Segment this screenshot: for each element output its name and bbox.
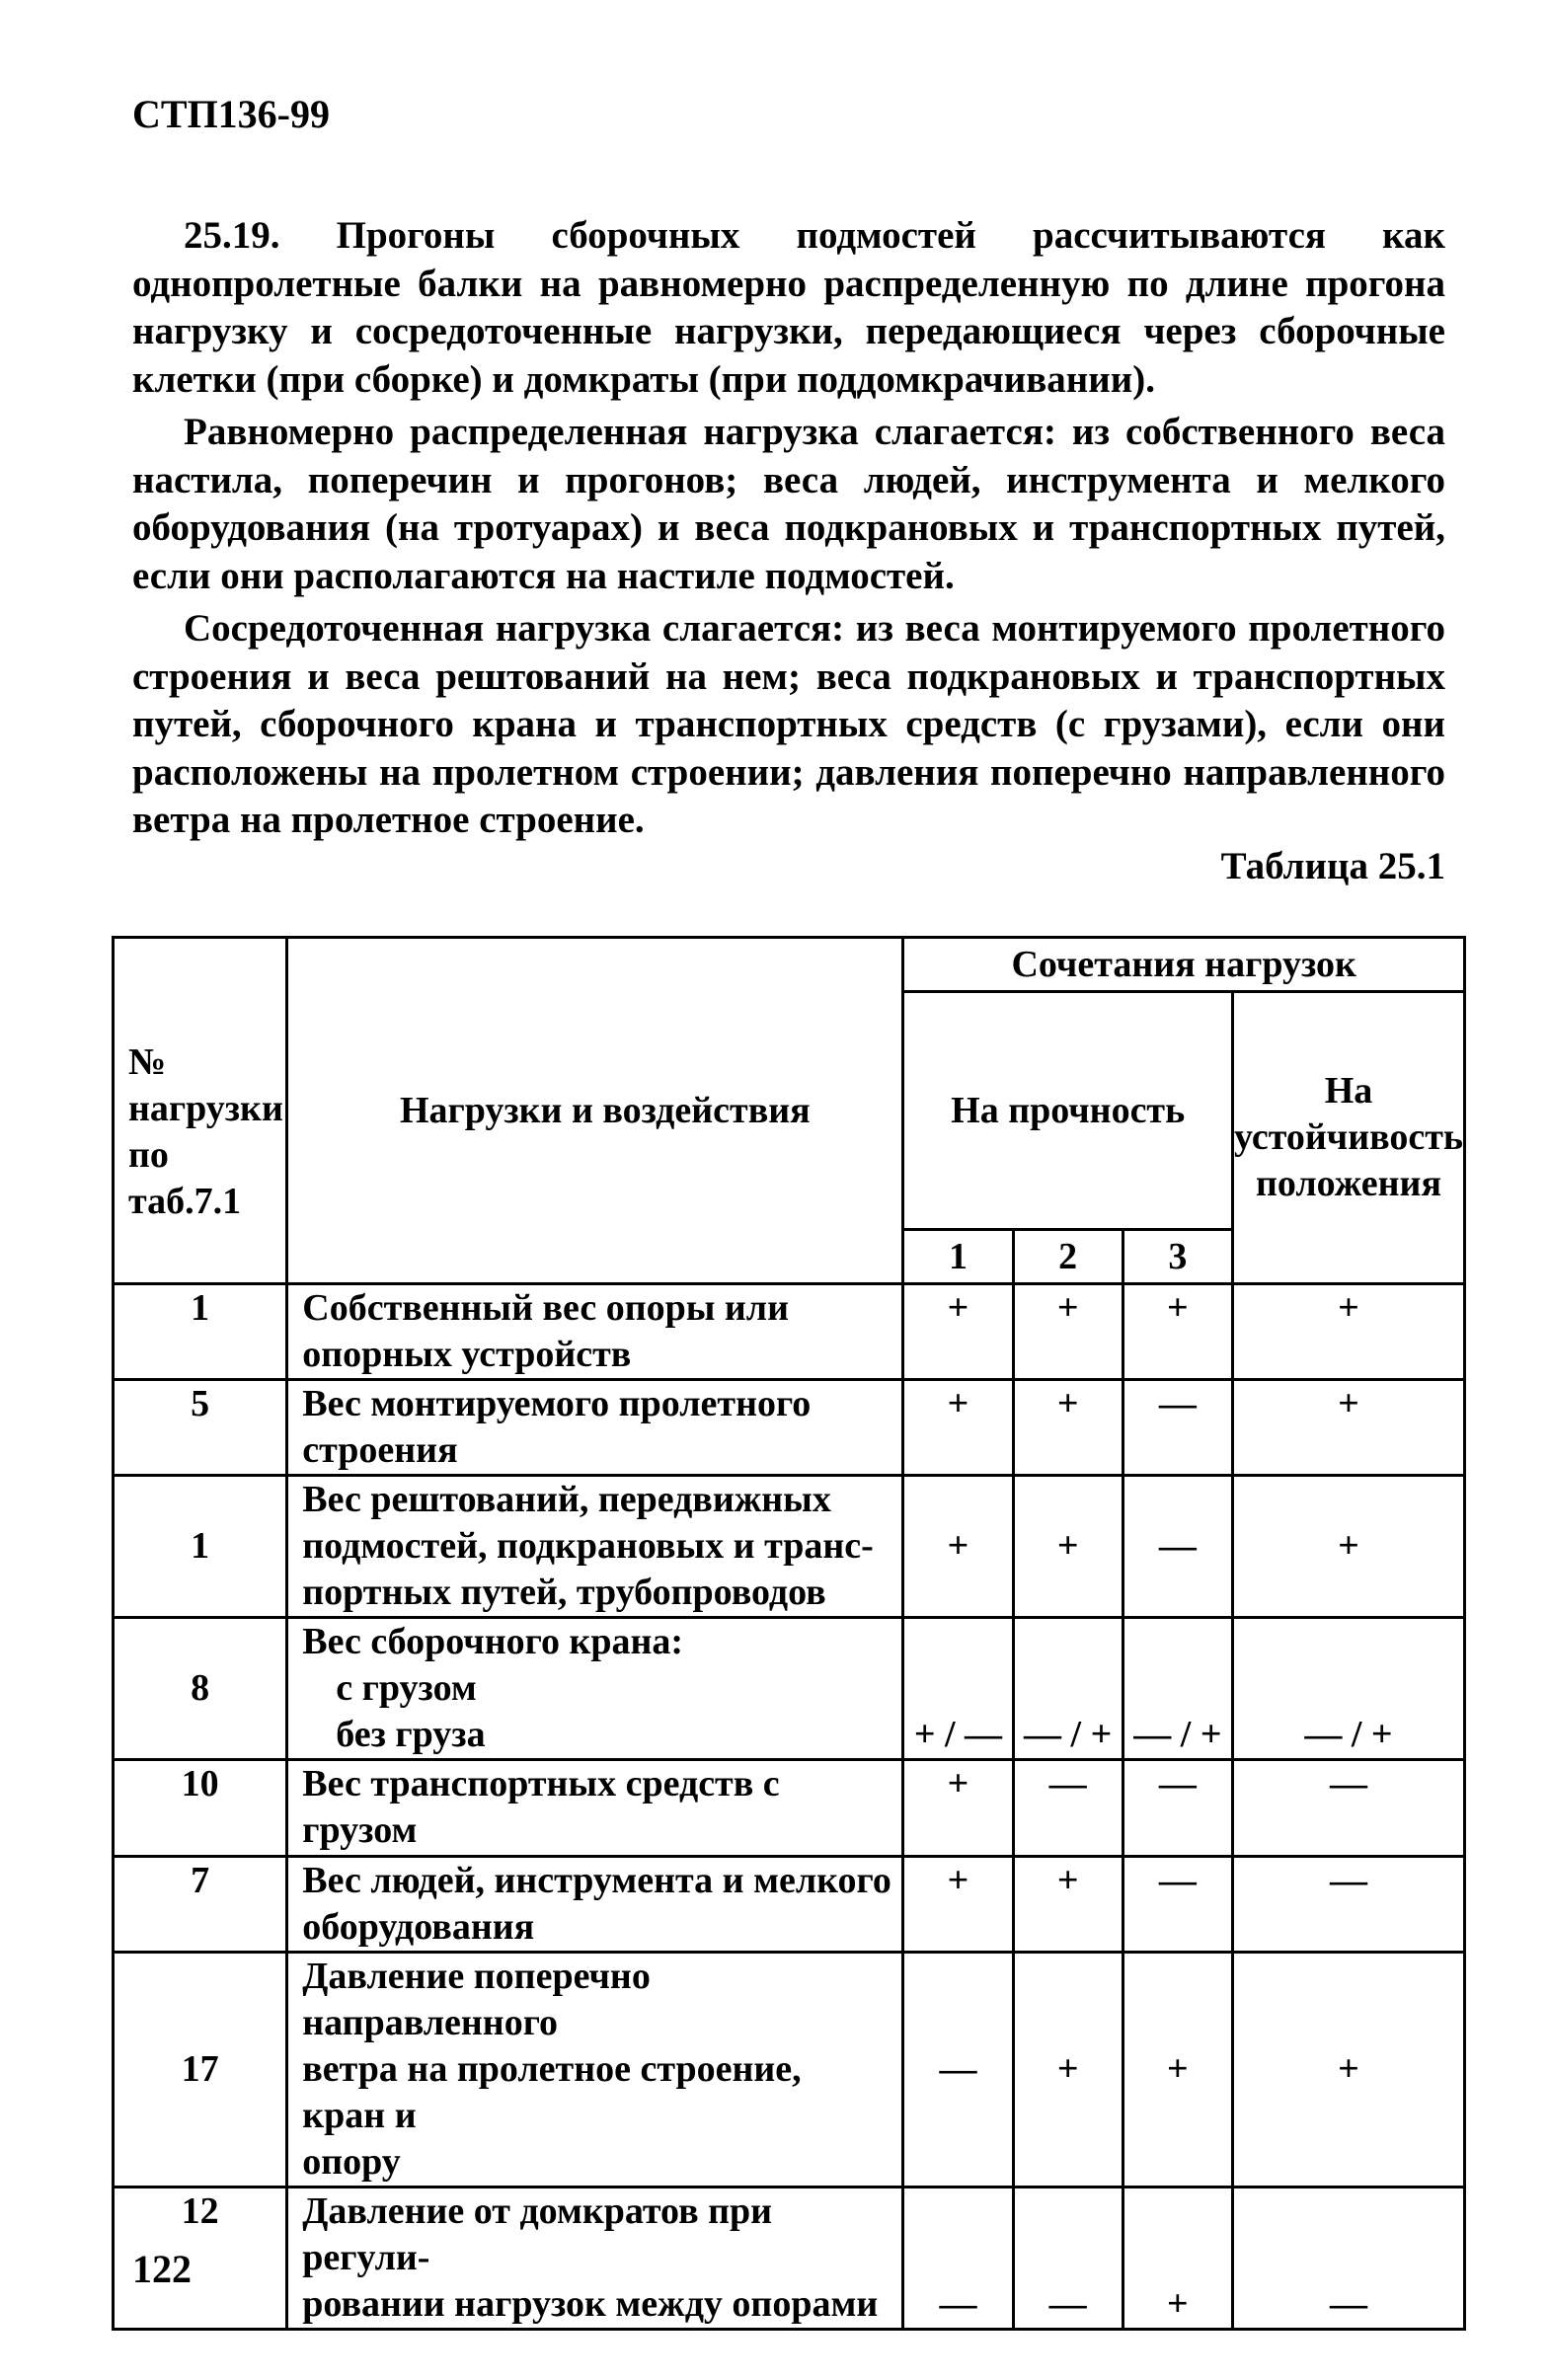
cell-c3: + bbox=[1123, 1284, 1232, 1380]
row-number: 12 bbox=[114, 2188, 287, 2330]
header-combination-3: 3 bbox=[1123, 1230, 1232, 1284]
cell-c2: + bbox=[1013, 1857, 1123, 1953]
cell-c1: + bbox=[903, 1760, 1013, 1857]
cell-c4: + bbox=[1232, 1284, 1464, 1380]
cell-c1: + bbox=[903, 1284, 1013, 1380]
cell-c3: — bbox=[1123, 1760, 1232, 1857]
cell-c3: + bbox=[1123, 1953, 1232, 2188]
cell-c3: + bbox=[1123, 2188, 1232, 2330]
cell-c4: + bbox=[1232, 1953, 1464, 2188]
cell-c3: — / + bbox=[1123, 1618, 1232, 1760]
load-line: Вес монтируемого пролетного строения bbox=[302, 1383, 812, 1471]
row-number: 17 bbox=[114, 1953, 287, 2188]
load-line: Вес рештований, передвижных bbox=[302, 1479, 831, 1520]
table-row bbox=[114, 2188, 1465, 2330]
load-line: Вес транспортных средств с грузом bbox=[302, 1763, 780, 1851]
load-line: ветра на пролетное строение, кран и bbox=[302, 2048, 802, 2136]
header-combinations: Сочетания нагрузок bbox=[903, 938, 1465, 992]
table-caption: Таблица 25.1 bbox=[1220, 845, 1445, 887]
row-number: 5 bbox=[114, 1380, 287, 1476]
cell-c4: — / + bbox=[1232, 1618, 1464, 1760]
body-text bbox=[132, 212, 1445, 850]
cell-c1: — bbox=[903, 1953, 1013, 2188]
cell-c4: — bbox=[1232, 2188, 1464, 2330]
row-load bbox=[287, 1953, 903, 2188]
cell-c4: — bbox=[1232, 1857, 1464, 1953]
table-row bbox=[114, 1953, 1465, 2188]
table-row bbox=[114, 1284, 1465, 1380]
cell-c2: + bbox=[1013, 1476, 1123, 1618]
cell-c2: — bbox=[1013, 2188, 1123, 2330]
row-load bbox=[287, 1857, 903, 1953]
row-load bbox=[287, 1476, 903, 1618]
table-row bbox=[114, 1476, 1465, 1618]
row-number: 1 bbox=[114, 1476, 287, 1618]
row-load bbox=[287, 1284, 903, 1380]
table-row bbox=[114, 1857, 1465, 1953]
row-load bbox=[287, 1618, 903, 1760]
header-stability: На устойчивость положения bbox=[1232, 992, 1464, 1284]
cell-c2: + bbox=[1013, 1284, 1123, 1380]
load-line: Собственный вес опоры или опорных устройств bbox=[302, 1287, 790, 1375]
paragraph: 25.19. Прогоны сборочных подмостей рассчитываются как однопролетные балки на равномерно распределенную по длине прогона нагрузку и сосредоточенные нагрузки, передающиеся через сборочные клетки (при сборке) и домкраты (при поддомкрачивании). bbox=[132, 214, 1445, 401]
header-combination-2: 2 bbox=[1013, 1230, 1123, 1284]
table-row bbox=[114, 1380, 1465, 1476]
paragraph: Сосредоточенная нагрузка слагается: из веса монтируемого пролетного строения и веса рештований на нем; веса подкрановых и транспортных путей, сборочного крана и транспортных средств (с грузами), если они расположены на пролетном строении; давления поперечно направленного ветра на пролетное строение. bbox=[132, 607, 1445, 841]
header-load-number: № нагрузки по таб.7.1 bbox=[114, 938, 287, 1284]
header-strength: На прочность bbox=[903, 992, 1233, 1230]
cell-c1: + / — bbox=[903, 1618, 1013, 1760]
row-load bbox=[287, 1760, 903, 1857]
cell-c2: — / + bbox=[1013, 1618, 1123, 1760]
load-line: портных путей, трубопроводов bbox=[302, 1572, 826, 1613]
row-load bbox=[287, 2188, 903, 2330]
table-row bbox=[114, 1618, 1465, 1760]
cell-c3: — bbox=[1123, 1380, 1232, 1476]
cell-c1: + bbox=[903, 1857, 1013, 1953]
load-line: без груза bbox=[336, 1714, 486, 1755]
load-line: Давление поперечно направленного bbox=[302, 1956, 651, 2043]
page-number: 122 bbox=[132, 2247, 192, 2291]
cell-c2: + bbox=[1013, 1953, 1123, 2188]
cell-c1: — bbox=[903, 2188, 1013, 2330]
cell-c2: + bbox=[1013, 1380, 1123, 1476]
cell-c1: + bbox=[903, 1476, 1013, 1618]
cell-c3: — bbox=[1123, 1857, 1232, 1953]
paragraph: Равномерно распределенная нагрузка слагается: из собственного веса настила, поперечин и прогонов; веса людей, инструмента и мелкого оборудования (на тротуарах) и веса подкрановых и транспортных путей, если они располагаются на настиле подмостей. bbox=[132, 411, 1445, 597]
cell-c2: — bbox=[1013, 1760, 1123, 1857]
header-combination-1: 1 bbox=[903, 1230, 1013, 1284]
row-load bbox=[287, 1380, 903, 1476]
cell-c3: — bbox=[1123, 1476, 1232, 1618]
row-number: 10 bbox=[114, 1760, 287, 1857]
cell-c4: + bbox=[1232, 1476, 1464, 1618]
load-line: с грузом bbox=[336, 1667, 477, 1709]
load-line: Давление от домкратов при регули- bbox=[302, 2190, 773, 2278]
load-line: ровании нагрузок между опорами bbox=[302, 2283, 879, 2325]
document-code: СТП136-99 bbox=[132, 92, 330, 136]
loads-table bbox=[112, 936, 1466, 2331]
cell-c4: — bbox=[1232, 1760, 1464, 1857]
table-row bbox=[114, 1760, 1465, 1857]
load-line: Вес сборочного крана: bbox=[302, 1621, 684, 1662]
row-number: 1 bbox=[114, 1284, 287, 1380]
load-line: опору bbox=[302, 2141, 401, 2183]
row-number: 7 bbox=[114, 1857, 287, 1953]
load-line: подмостей, подкрановых и транс- bbox=[302, 1525, 874, 1567]
cell-c1: + bbox=[903, 1380, 1013, 1476]
row-number: 8 bbox=[114, 1618, 287, 1760]
header-loads: Нагрузки и воздействия bbox=[287, 938, 903, 1284]
cell-c4: + bbox=[1232, 1380, 1464, 1476]
load-line: Вес людей, инструмента и мелкого оборудования bbox=[302, 1860, 891, 1948]
